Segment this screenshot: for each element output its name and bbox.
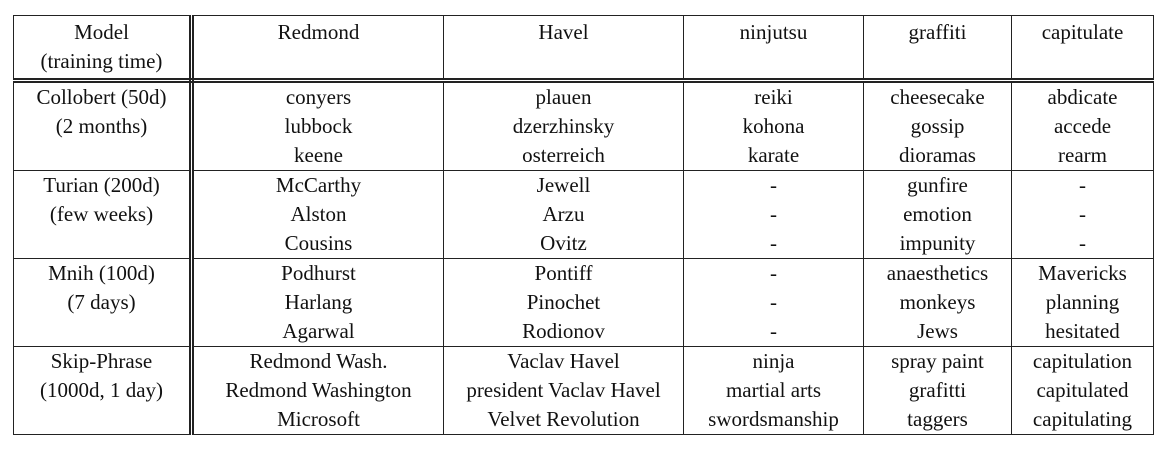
neighbor-word: dioramas [899,143,976,167]
neighbor-word: ninja [752,349,795,373]
table-row-turian [14,171,1154,259]
neighbor-word: planning [1045,290,1120,314]
neighbors-cell [864,81,1012,171]
neighbors-cell [684,347,864,435]
neighbor-word: dzerzhinsky [512,114,615,138]
model-training-time: (1000d, 1 day) [39,378,164,402]
neighbor-word: Microsoft [277,407,360,431]
neighbor-word: spray paint [891,349,984,373]
neighbor-word: keene [294,143,343,167]
neighbor-word: Rodionov [522,319,605,343]
table-row-collobert [14,81,1154,171]
neighbors-cell [684,171,864,259]
neighbors-cell [444,81,684,171]
neighbors-cell [192,81,444,171]
neighbor-word: accede [1053,114,1112,138]
neighbor-word: Pinochet [526,290,601,314]
neighbor-word: - [1079,202,1086,226]
neighbor-word: Harlang [284,290,353,314]
neighbor-word: reiki [754,85,793,109]
neighbors-cell [444,347,684,435]
header-word-capitulate: capitulate [1012,16,1154,81]
neighbor-word: Cousins [284,231,353,255]
header-word-ninjutsu: ninjutsu [684,16,864,81]
header-word-graffiti: graffiti [864,16,1012,81]
neighbor-word: capitulation [1032,349,1133,373]
model-cell [14,81,192,171]
header-word-redmond: Redmond [192,16,444,81]
header-model-line-1: Model [74,20,129,44]
neighbor-word: Velvet Revolution [487,407,640,431]
neighbors-cell [864,347,1012,435]
neighbors-cell [864,171,1012,259]
neighbors-cell [1012,81,1154,171]
model-cell [14,171,192,259]
header-row [14,16,1154,81]
neighbor-word: capitulated [1036,378,1129,402]
neighbor-word: osterreich [522,143,605,167]
header-model-line-2: (training time) [40,49,163,73]
comparison-table [13,15,1154,435]
neighbor-word: capitulating [1032,407,1133,431]
model-training-time: (2 months) [55,114,148,138]
neighbors-cell [864,259,1012,347]
neighbor-word: - [770,202,777,226]
neighbor-word: abdicate [1047,85,1118,109]
table-row-mnih [14,259,1154,347]
neighbor-word: gossip [910,114,965,138]
neighbor-word: Jews [917,319,958,343]
neighbor-word: Arzu [542,202,585,226]
neighbors-cell [1012,171,1154,259]
table-row-skip-phrase [14,347,1154,435]
neighbor-word: grafitti [908,378,967,402]
neighbor-word: Agarwal [282,319,355,343]
neighbor-word: - [1079,173,1086,197]
neighbor-word: Podhurst [281,261,356,285]
neighbor-word: plauen [535,85,592,109]
neighbor-word: anaesthetics [886,261,989,285]
neighbor-word: cheesecake [890,85,985,109]
header-word-havel: Havel [444,16,684,81]
neighbors-cell [1012,347,1154,435]
neighbor-word: - [770,290,777,314]
neighbors-cell [192,259,444,347]
neighbor-word: Vaclav Havel [507,349,620,373]
neighbor-word: monkeys [899,290,976,314]
neighbor-word: swordsmanship [708,407,839,431]
neighbor-word: - [770,261,777,285]
neighbor-word: president Vaclav Havel [466,378,661,402]
neighbors-cell [444,259,684,347]
neighbor-word: Alston [290,202,347,226]
neighbor-word: impunity [899,231,976,255]
neighbors-cell [444,171,684,259]
neighbor-word: - [1079,231,1086,255]
neighbor-word: karate [747,143,800,167]
neighbor-word: emotion [903,202,972,226]
neighbors-cell [192,171,444,259]
neighbor-word: taggers [907,407,968,431]
neighbors-cell [684,259,864,347]
model-cell [14,347,192,435]
neighbor-word: hesitated [1045,319,1120,343]
neighbor-word: gunfire [907,173,968,197]
neighbor-word: conyers [285,85,352,109]
neighbor-word: martial arts [725,378,822,402]
model-name: Mnih (100d) [48,261,155,285]
neighbor-word: Redmond Washington [225,378,412,402]
neighbors-cell [684,81,864,171]
neighbor-word: McCarthy [275,173,362,197]
neighbor-word: - [770,173,777,197]
neighbor-word: - [770,231,777,255]
neighbor-word: Ovitz [540,231,587,255]
neighbor-word: Mavericks [1038,261,1127,285]
model-training-time: (few weeks) [49,202,154,226]
neighbor-word: kohona [742,114,805,138]
model-training-time: (7 days) [67,290,136,314]
model-cell [14,259,192,347]
neighbor-word: Pontiff [534,261,593,285]
neighbor-word: Jewell [536,173,591,197]
header-model-cell [14,16,192,81]
neighbor-word: rearm [1058,143,1107,167]
neighbor-word: - [770,319,777,343]
model-name: Skip-Phrase [50,349,153,373]
model-name: Turian (200d) [43,173,160,197]
neighbor-word: Redmond Wash. [249,349,388,373]
neighbors-cell [192,347,444,435]
neighbors-cell [1012,259,1154,347]
model-name: Collobert (50d) [36,85,167,109]
neighbor-word: lubbock [284,114,353,138]
